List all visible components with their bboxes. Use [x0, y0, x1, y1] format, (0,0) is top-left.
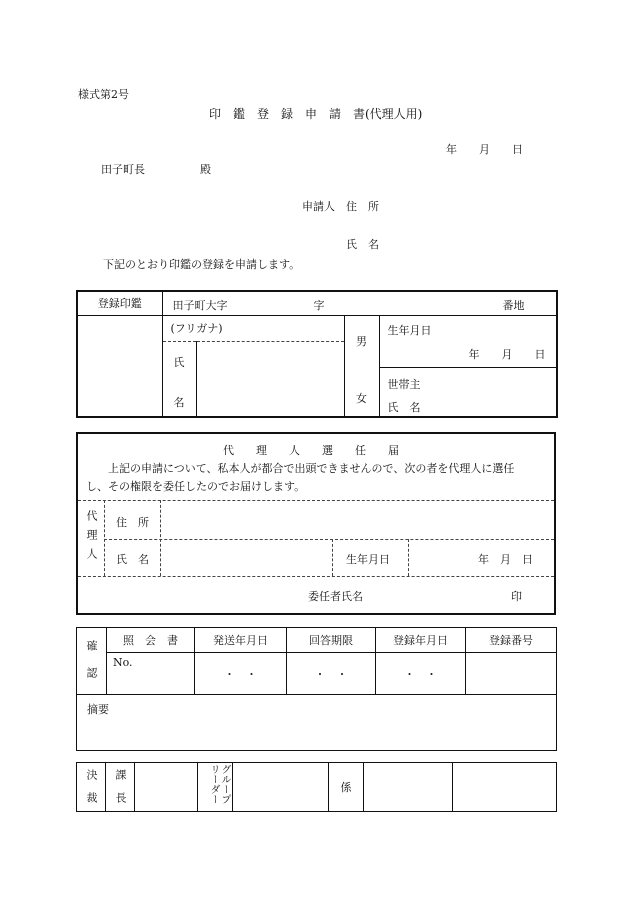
- dashed-divider: [104, 539, 554, 540]
- group-leader-cell: [198, 763, 233, 812]
- confirm-side-label: 確認: [85, 640, 98, 694]
- header-registration-number: 登録番号: [466, 628, 557, 653]
- section-chief-cell: [106, 763, 135, 815]
- proxy-title: 代 理 人 選 任 届: [223, 444, 399, 457]
- birth-label: 生年月日: [387, 323, 432, 337]
- name-side-cell: [162, 341, 196, 417]
- summary-cell: [77, 695, 557, 751]
- header-deadline: 回答期限: [287, 628, 376, 653]
- seal-mark: 印: [511, 590, 522, 603]
- proxy-box: [76, 432, 556, 615]
- summary-label: 摘要: [87, 703, 109, 716]
- dashed-divider: [408, 539, 409, 576]
- sent-date-dots: ・ ・: [195, 653, 287, 695]
- household-name-label: 氏 名: [387, 400, 421, 414]
- dashed-divider: [160, 500, 161, 576]
- registered-date-dots: ・ ・: [376, 653, 466, 695]
- addressee: 田子町長 殿: [101, 163, 211, 176]
- delegator-label: 委任者氏名: [308, 590, 363, 603]
- dashed-divider: [104, 500, 105, 576]
- header-sent-date: 発送年月日: [195, 628, 287, 653]
- banchi-label: 番地: [502, 299, 525, 312]
- birth-cell: [379, 315, 557, 367]
- approval-table: [76, 762, 557, 815]
- request-text: 下記のとおり印鑑の登録を申請します。: [103, 258, 301, 271]
- dashed-divider: [78, 500, 554, 501]
- staff-label: 係: [329, 763, 364, 812]
- proxy-statement-line2: し、その権限を委任したのでお届けします。: [86, 480, 306, 493]
- staff-stamp: [364, 763, 453, 812]
- male-label: 男: [344, 315, 379, 367]
- proxy-statement-line1: 上記の申請について、私本人が都合で出頭できませんので、次の者を代理人に選任: [108, 462, 515, 475]
- household-head-label: 世帯主: [387, 377, 421, 391]
- registration-table: [76, 290, 558, 418]
- section-chief-label: 課長: [114, 769, 127, 815]
- form-title: 印 鑑 登 録 申 請 書(代理人用): [209, 107, 423, 121]
- shi-label: 氏: [173, 355, 185, 369]
- confirmation-table: [76, 627, 557, 751]
- inquiry-no: No.: [107, 653, 195, 695]
- form-number: 様式第2号: [78, 88, 129, 101]
- decision-cell: [77, 763, 106, 815]
- group-leader-stamp: [233, 763, 329, 812]
- proxy-birth-label: 生年月日: [346, 553, 390, 566]
- dashed-divider: [332, 539, 333, 576]
- household-cell: [379, 367, 557, 417]
- proxy-address-label: 住 所: [116, 516, 149, 529]
- aza-label: 字: [313, 299, 325, 312]
- proxy-name-label: 氏 名: [116, 553, 149, 566]
- applicant-address-label: 申請人 住 所: [302, 200, 379, 213]
- registration-number-cell: [466, 653, 557, 695]
- mei-label: 名: [173, 395, 185, 409]
- female-label: 女: [344, 367, 379, 417]
- group-leader-label: グループリーダー: [208, 764, 230, 804]
- name-input-area: [196, 341, 344, 417]
- seal-impression-area: [77, 315, 162, 417]
- proxy-birth-date: 年 月 日: [478, 553, 533, 566]
- birth-date: 年 月 日: [468, 347, 546, 361]
- deadline-dots: ・ ・: [287, 653, 376, 695]
- decision-label: 決裁: [85, 769, 98, 815]
- proxy-side-label: 代理人: [85, 510, 98, 567]
- seal-label: 登録印鑑: [77, 291, 162, 315]
- registration-address-cell: [162, 291, 557, 315]
- header-inquiry: 照 会 書: [107, 628, 195, 653]
- header-registered-date: 登録年月日: [376, 628, 466, 653]
- extra-stamp: [453, 763, 557, 812]
- confirm-side-cell: [77, 628, 107, 695]
- address-prefix: 田子町大字: [172, 299, 228, 312]
- applicant-name-label: 氏 名: [346, 238, 379, 251]
- date-line: 年 月 日: [446, 143, 523, 156]
- furigana-label: (フリガナ): [162, 315, 344, 341]
- section-chief-stamp: [135, 763, 198, 812]
- dashed-divider: [78, 576, 554, 577]
